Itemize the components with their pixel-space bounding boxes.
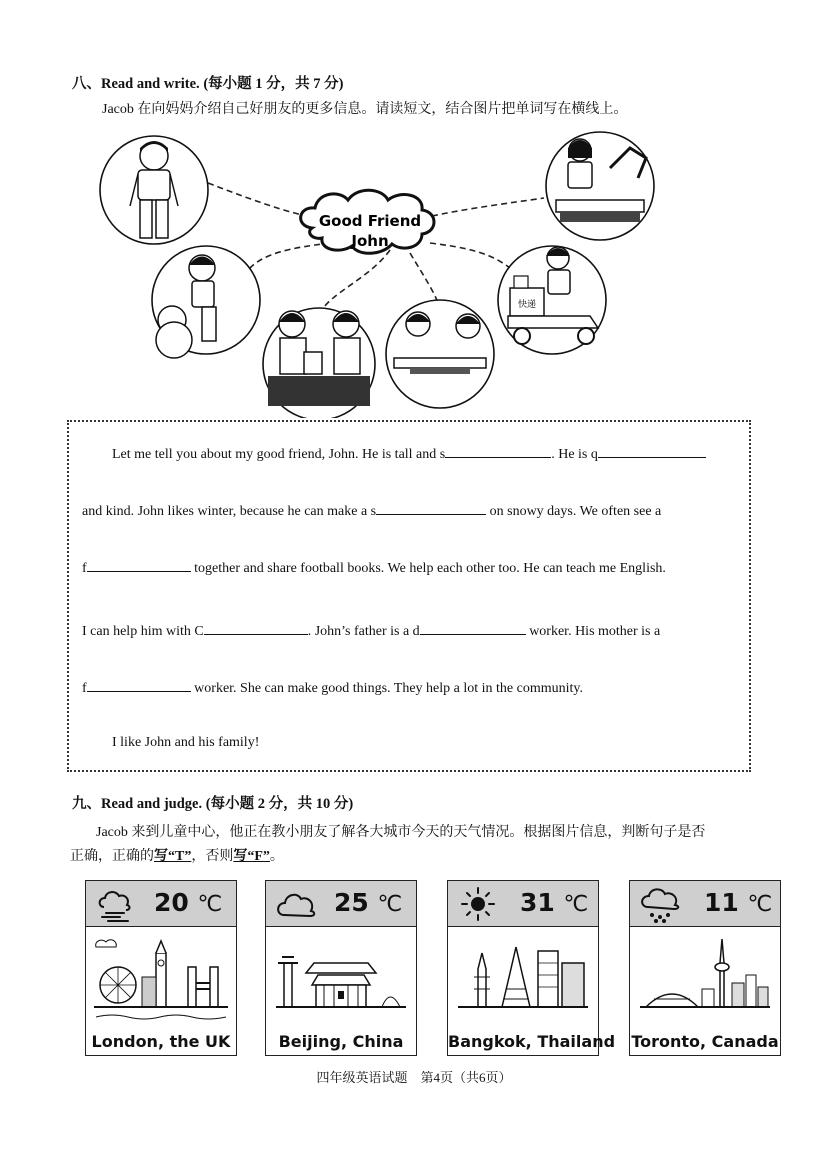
section8-intro: Jacob 在向妈妈介绍自己好朋友的更多信息。请读短文，结合图片把单词写在横线上。 (102, 102, 628, 117)
passage-text: together and share football books. We help each other too. He can teach me English. (190, 561, 666, 576)
card-header (86, 881, 236, 927)
weather-card-london (85, 880, 237, 1056)
passage-text: . John’s father is a d (307, 624, 420, 639)
cloud-snow-icon (638, 885, 682, 923)
passage-line-4 (82, 620, 660, 641)
passage-text: worker. She can make good things. They help a lot in the community. (190, 681, 583, 696)
section8-heading (72, 72, 343, 93)
section9-title: Read and judge. (101, 796, 203, 812)
passage-line-3 (82, 557, 666, 578)
section8-title: Read and write. (101, 76, 200, 92)
intro-true-instruction: 写“T” (154, 849, 192, 864)
snowman-picture (152, 246, 260, 358)
sun-icon (456, 885, 500, 923)
temperature: 31 ℃ (520, 888, 589, 917)
passage-text: and kind. John likes winter, because he can make a s (82, 504, 377, 519)
answer-blank-1[interactable] (445, 443, 551, 458)
section9-intro-line1: Jacob 来到儿童中心，他正在教小朋友了解各大城市今天的天气情况。根据图片信息，判断句子是否 (96, 825, 706, 840)
answer-blank-3[interactable] (376, 500, 486, 515)
section8-number: 八、 (72, 76, 101, 92)
weather-card-bangkok (447, 880, 616, 1056)
answer-blank-5[interactable] (204, 620, 308, 635)
cloud-wind-icon (94, 885, 138, 923)
city-name: Bangkok, Thailand (448, 1032, 616, 1051)
city-name: Toronto, Canada (631, 1032, 779, 1051)
passage-line-2 (82, 500, 661, 521)
london-skyline-picture (92, 933, 230, 1027)
city-name: Beijing, China (278, 1032, 404, 1051)
friend-mind-map-illustration (90, 128, 730, 418)
passage-text: . He is q (551, 447, 598, 462)
bangkok-skyline-picture (454, 933, 592, 1027)
bubble-line1: Good Friend (318, 212, 422, 230)
temperature: 20 ℃ (154, 888, 223, 917)
card-header (266, 881, 416, 927)
passage-text: f (82, 561, 87, 576)
answer-blank-4[interactable] (87, 557, 191, 572)
delivery-box-label: 快递 (517, 300, 537, 310)
cloud-icon (274, 885, 318, 923)
section9-intro-line2 (70, 845, 284, 865)
delivery-worker-picture (498, 246, 606, 354)
passage-text: f (82, 681, 87, 696)
watching-film-picture (263, 308, 375, 418)
passage-line-6: I like John and his family! (112, 735, 260, 750)
passage-line-5 (82, 677, 583, 698)
passage-line-1 (112, 443, 706, 464)
reading-books-picture (386, 300, 494, 408)
city-name: London, the UK (91, 1032, 231, 1051)
passage-text: on snowy days. We often see a (486, 504, 662, 519)
factory-worker-picture (546, 132, 654, 240)
answer-blank-6[interactable] (420, 620, 526, 635)
temperature: 11 ℃ (704, 888, 773, 917)
answer-blank-7[interactable] (87, 677, 191, 692)
answer-blank-2[interactable] (598, 443, 706, 458)
bubble-line2: John (351, 232, 389, 250)
weather-card-beijing (265, 880, 417, 1056)
section9-score: (每小题 2 分，共 10 分) (205, 796, 354, 812)
intro-text: 。 (269, 849, 284, 864)
section8-score: (每小题 1 分，共 7 分) (203, 76, 344, 92)
page-footer: 四年级英语试题 第4页（共6页） (316, 1070, 512, 1085)
section9-heading (72, 792, 353, 813)
card-header (448, 881, 598, 927)
beijing-skyline-picture (272, 933, 410, 1027)
card-header (630, 881, 780, 927)
toronto-skyline-picture (636, 933, 774, 1027)
passage-text: I can help him with C (82, 624, 204, 639)
passage-box (67, 420, 751, 772)
intro-false-instruction: 写“F” (233, 849, 270, 864)
passage-text: Let me tell you about my good friend, John. He is tall and s (112, 447, 446, 462)
weather-card-toronto (629, 880, 781, 1056)
passage-text: worker. His mother is a (525, 624, 661, 639)
tall-boy-picture (100, 136, 208, 244)
good-friend-bubble (301, 190, 434, 253)
intro-text: ，否则 (191, 849, 234, 864)
temperature: 25 ℃ (334, 888, 403, 917)
intro-text: 正确，正确的 (70, 849, 154, 864)
section9-number: 九、 (72, 796, 101, 812)
